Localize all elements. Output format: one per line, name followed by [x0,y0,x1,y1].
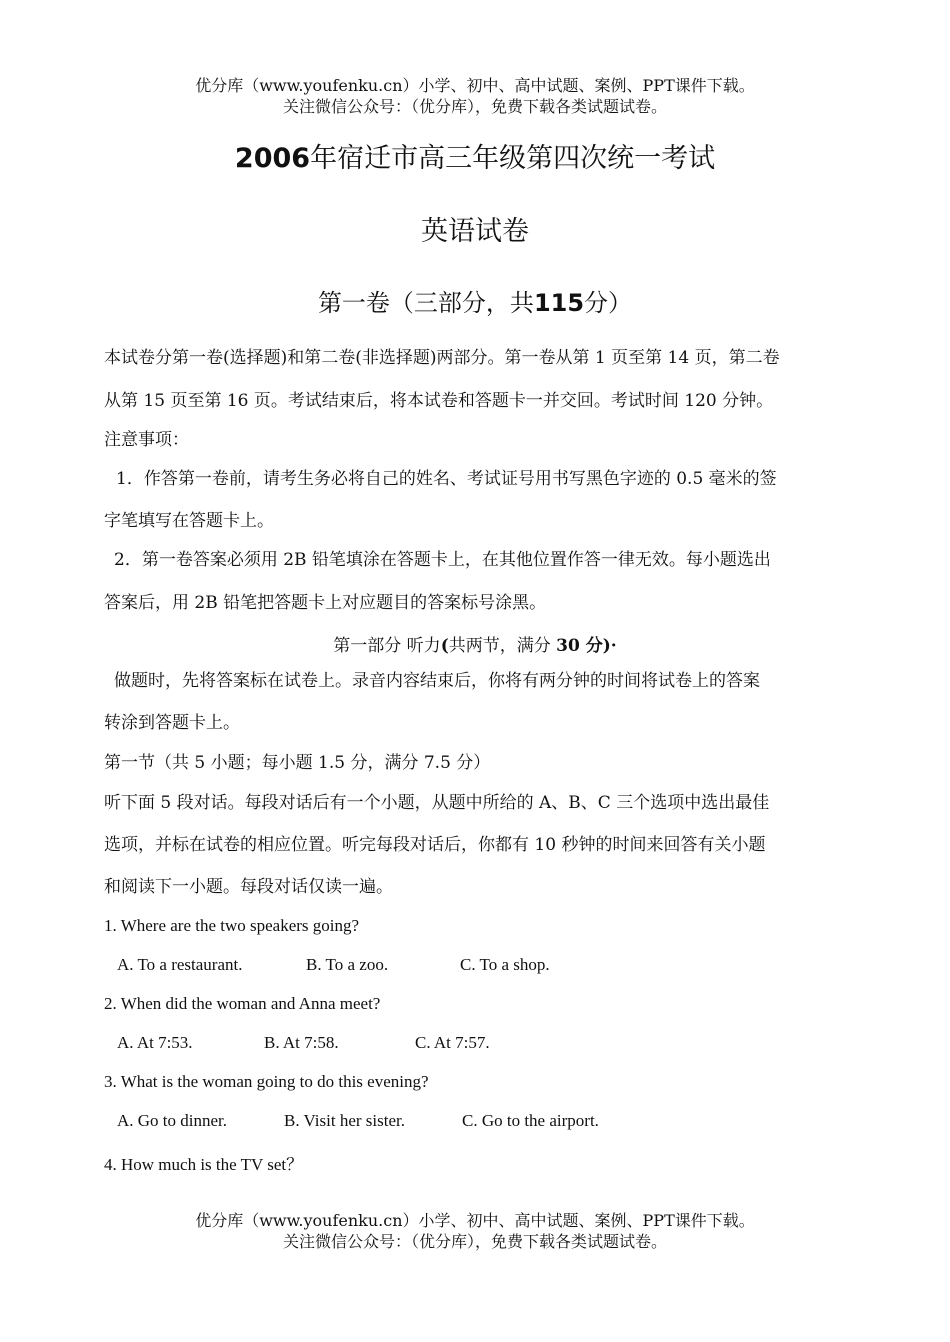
header-line-1: 优分库（www.youfenku.cn）小学、初中、高中试题、案例、PPT课件下载。 [195,76,755,95]
part1-heading-score: 30 [556,636,580,656]
note-2-line-1: 2．第一卷答案必须用 2B 铅笔填涂在答题卡上，在其他位置作答一律无效。每小题选出 [114,550,771,570]
part1-heading-prefix: 第一部分 听力 [333,636,441,656]
footer-line-1: 优分库（www.youfenku.cn）小学、初中、高中试题、案例、PPT课件下载。 [195,1211,755,1230]
page-title [0,136,950,175]
part1-heading-suffix: 分)· [579,636,617,656]
question-2-option-a: A. At 7:53. [117,1033,193,1052]
volume-score: 115 [533,289,585,317]
part1-heading [0,631,950,656]
question-2-option-c: C. At 7:57. [415,1033,490,1052]
volume-title [0,283,950,318]
question-3-stem: 3. What is the woman going to do this evening? [104,1072,429,1091]
section1-instr-line-2: 选项，并标在试卷的相应位置。听完每段对话后，你都有 10 秒钟的时间来回答有关小题 [104,835,766,855]
part1-instr-line-1: 做题时，先将答案标在试卷上。录音内容结束后，你将有两分钟的时间将试卷上的答案 [114,671,760,691]
question-3-option-a: A. Go to dinner. [117,1111,228,1130]
note-1-line-1: 1．作答第一卷前，请考生务必将自己的姓名、考试证号用书写黑色字迹的 0.5 毫米的签 [116,469,777,489]
note-1-line-2: 字笔填写在答题卡上。 [104,511,274,531]
section1-instr-line-3: 和阅读下一小题。每段对话仅读一遍。 [104,877,393,897]
question-3-option-c: C. Go to the airport. [462,1111,599,1130]
footer-line-2: 关注微信公众号：（优分库），免费下载各类试题试卷。 [282,1232,667,1251]
intro-line-2: 从第 15 页至第 16 页。考试结束后，将本试卷和答题卡一并交回。考试时间 120 分钟。 [104,391,774,411]
question-1-option-a: A. To a restaurant. [117,955,243,974]
intro-line-1: 本试卷分第一卷(选择题)和第二卷(非选择题)两部分。第一卷从第 1 页至第 14 页，第二卷 [104,348,780,368]
question-3-option-b: B. Visit her sister. [284,1111,405,1130]
question-2-stem: 2. When did the woman and Anna meet? [104,994,381,1013]
part1-heading-paren: ( [440,636,449,656]
question-1-option-c: C. To a shop. [460,955,550,974]
section1-heading: 第一节（共 5 小题；每小题 1.5 分，满分 7.5 分） [104,753,491,773]
question-1-option-b: B. To a zoo. [306,955,389,974]
part1-heading-mid: 共两节，满分 [448,636,557,656]
volume-suffix: 分） [584,289,633,317]
page-subtitle: 英语试卷 [421,216,529,247]
part1-instr-line-2: 转涂到答题卡上。 [104,713,240,733]
question-2-option-b: B. At 7:58. [264,1033,339,1052]
notes-heading: 注意事项： [104,430,189,450]
title-year: 2006 [234,143,311,174]
section1-instr-line-1: 听下面 5 段对话。每段对话后有一个小题，从题中所给的 A、B、C 三个选项中选出最佳 [104,793,770,813]
volume-prefix: 第一卷（三部分，共 [317,289,534,317]
header-line-2: 关注微信公众号：（优分库），免费下载各类试题试卷。 [282,97,667,116]
question-4-stem: 4. How much is the TV set？ [104,1155,304,1174]
title-text: 年宿迁市高三年级第四次统一考试 [310,143,716,174]
note-2-line-2: 答案后，用 2B 铅笔把答题卡上对应题目的答案标号涂黑。 [104,593,547,613]
question-1-stem: 1. Where are the two speakers going? [104,916,360,935]
